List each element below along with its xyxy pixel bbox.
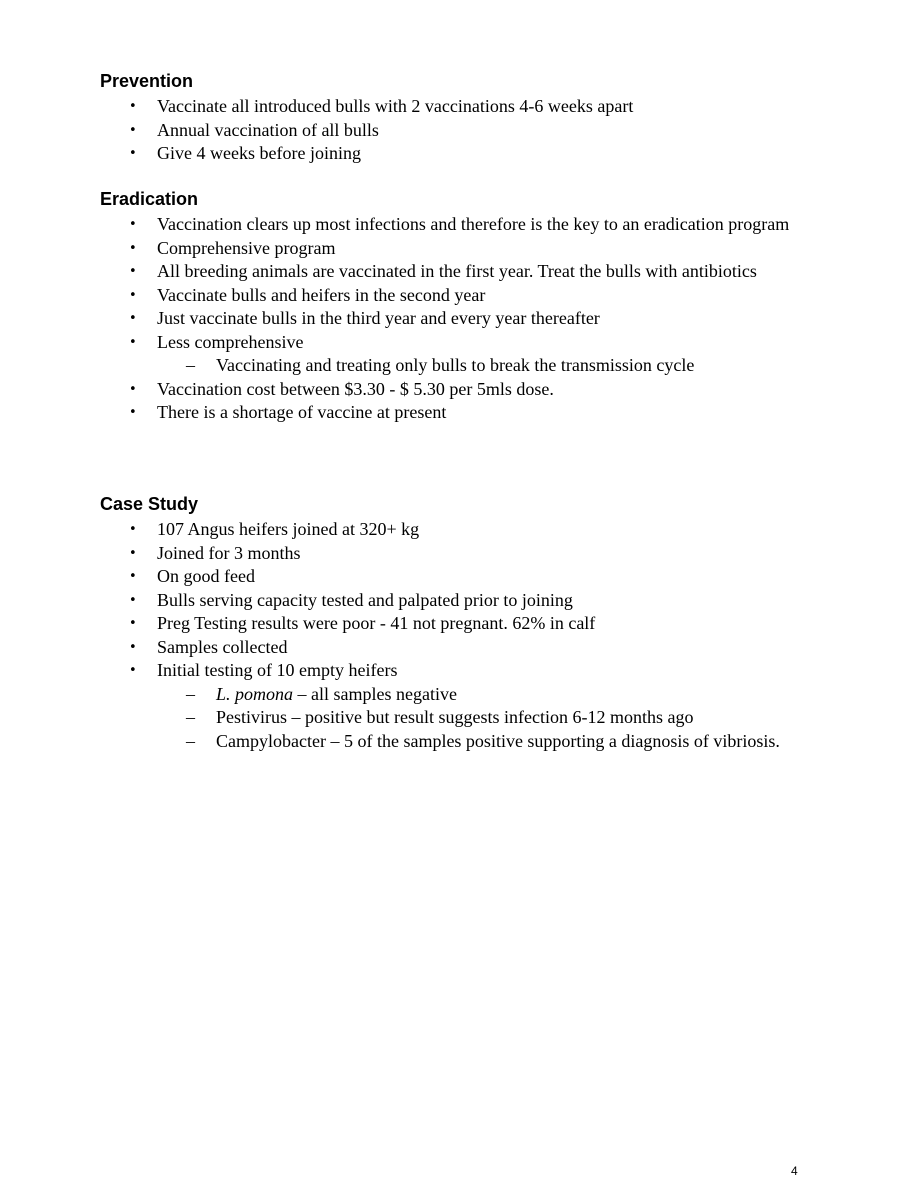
list-item-text: Annual vaccination of all bulls xyxy=(157,119,379,140)
bullet-icon: • xyxy=(129,569,137,584)
list-item xyxy=(100,213,800,237)
list-item-text: Less comprehensive xyxy=(157,331,304,352)
sub-list-item-text: Vaccinating and treating only bulls to break the transmission cycle xyxy=(216,355,695,375)
page-number: 4 xyxy=(791,1164,798,1178)
sub-list-item-text: Pestivirus – positive but result suggests infection 6-12 months ago xyxy=(216,707,694,727)
list-item-text: 107 Angus heifers joined at 320+ kg xyxy=(157,519,420,539)
bullet-icon: • xyxy=(129,217,137,232)
bullet-icon: • xyxy=(129,381,137,397)
bullet-list xyxy=(100,518,800,753)
bullet-icon: • xyxy=(129,545,137,561)
bullet-icon: • xyxy=(129,264,137,279)
list-item xyxy=(100,659,800,753)
bullet-icon: • xyxy=(129,334,137,350)
sub-list xyxy=(157,683,800,754)
list-item-text: Vaccination cost between $3.30 - $ 5.30 per 5mls dose. xyxy=(157,378,554,399)
section-prevention xyxy=(100,70,800,166)
list-item xyxy=(100,307,800,331)
section-heading: Prevention xyxy=(100,71,194,91)
list-item-text: Vaccinate all introduced bulls with 2 vaccinations 4-6 weeks apart xyxy=(157,96,634,116)
list-item xyxy=(100,260,800,284)
list-item xyxy=(100,237,800,261)
list-item xyxy=(100,119,800,143)
list-item-text: Initial testing of 10 empty heifers xyxy=(157,660,398,680)
list-item xyxy=(100,401,800,425)
dash-icon: – xyxy=(186,355,195,375)
list-item xyxy=(100,284,800,308)
list-item xyxy=(100,589,800,613)
bullet-list xyxy=(100,213,800,425)
section-heading: Case Study xyxy=(100,494,199,514)
bullet-icon: • xyxy=(129,522,137,537)
sub-list-item xyxy=(157,354,800,378)
list-item-text: Give 4 weeks before joining xyxy=(157,143,361,163)
list-item xyxy=(100,95,800,119)
dash-icon: – xyxy=(186,683,195,704)
bullet-icon: • xyxy=(129,287,137,303)
sub-list-item xyxy=(157,683,800,707)
section-heading: Eradication xyxy=(100,189,199,209)
sub-list-item-text: – all samples negative xyxy=(293,683,457,704)
sub-list-item-text: Campylobacter – 5 of the samples positive supporting a diagnosis of vibriosis. xyxy=(216,730,780,751)
bullet-icon: • xyxy=(129,405,137,420)
list-item-text: All breeding animals are vaccinated in the first year. Treat the bulls with antibiotics xyxy=(157,261,757,281)
bullet-icon: • xyxy=(129,99,137,114)
list-item-text: Preg Testing results were poor - 41 not pregnant. 62% in calf xyxy=(157,613,596,633)
species-name: L. pomona xyxy=(216,683,294,704)
list-item xyxy=(100,331,800,378)
bullet-icon: • xyxy=(129,663,137,678)
bullet-icon: • xyxy=(129,616,137,631)
list-item-text: Samples collected xyxy=(157,636,288,657)
bullet-icon: • xyxy=(129,240,137,256)
list-item-text: There is a shortage of vaccine at present xyxy=(157,402,447,422)
list-item-text: Joined for 3 months xyxy=(157,542,301,563)
bullet-icon: • xyxy=(129,122,137,138)
sub-list xyxy=(157,354,800,378)
section-case-study xyxy=(100,493,800,753)
dash-icon: – xyxy=(186,730,195,751)
bullet-icon: • xyxy=(129,146,137,161)
list-item-text: Comprehensive program xyxy=(157,237,336,258)
list-item xyxy=(100,636,800,660)
dash-icon: – xyxy=(186,707,195,727)
section-eradication xyxy=(100,188,800,425)
list-item-text: On good feed xyxy=(157,566,255,586)
list-item xyxy=(100,542,800,566)
list-item-text: Vaccination clears up most infections and therefore is the key to an eradication program xyxy=(157,214,790,234)
list-item-text: Vaccinate bulls and heifers in the second year xyxy=(157,284,486,305)
bullet-icon: • xyxy=(129,592,137,608)
sub-list-item xyxy=(157,706,800,730)
bullet-list xyxy=(100,95,800,166)
bullet-icon: • xyxy=(129,639,137,655)
sub-list-item xyxy=(157,730,800,754)
list-item xyxy=(100,565,800,589)
list-item xyxy=(100,518,800,542)
list-item-text: Bulls serving capacity tested and palpated prior to joining xyxy=(157,589,573,610)
bullet-icon: • xyxy=(129,311,137,326)
list-item xyxy=(100,378,800,402)
list-item-text: Just vaccinate bulls in the third year and every year thereafter xyxy=(157,308,600,328)
list-item xyxy=(100,142,800,166)
list-item xyxy=(100,612,800,636)
